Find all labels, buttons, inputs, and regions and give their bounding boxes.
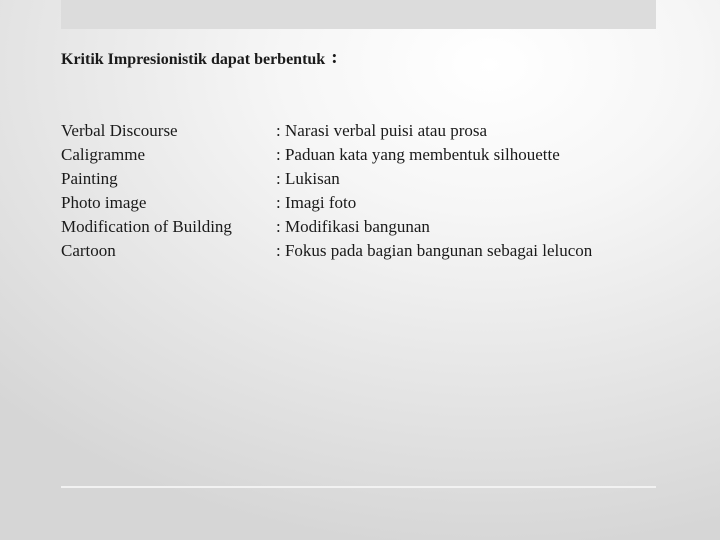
term: Painting [61,169,118,188]
definition: : Fokus pada bagian bangunan sebagai lelucon [276,241,593,260]
definition: : Imagi foto [276,193,357,212]
term: Photo image [61,193,147,212]
slide-heading [61,48,338,70]
term: Modification of Building [61,217,232,236]
list-item [61,119,592,143]
definition: : Modifikasi bangunan [276,217,430,236]
term: Cartoon [61,241,116,260]
header-bar [61,0,656,29]
list-item [61,167,592,191]
list-item [61,215,592,239]
heading-text: Kritik Impresionistik dapat berbentuk [61,51,326,68]
term: Verbal Discourse [61,121,178,140]
definition: : Lukisan [276,169,340,188]
list-item [61,191,592,215]
term-definition-list [61,119,592,263]
definition: : Paduan kata yang membentuk silhouette [276,145,560,164]
footer-divider [61,486,656,488]
definition: : Narasi verbal puisi atau prosa [276,121,488,140]
list-item [61,239,592,263]
heading-colon: : [331,47,338,68]
list-item [61,143,592,167]
term: Caligramme [61,145,146,164]
